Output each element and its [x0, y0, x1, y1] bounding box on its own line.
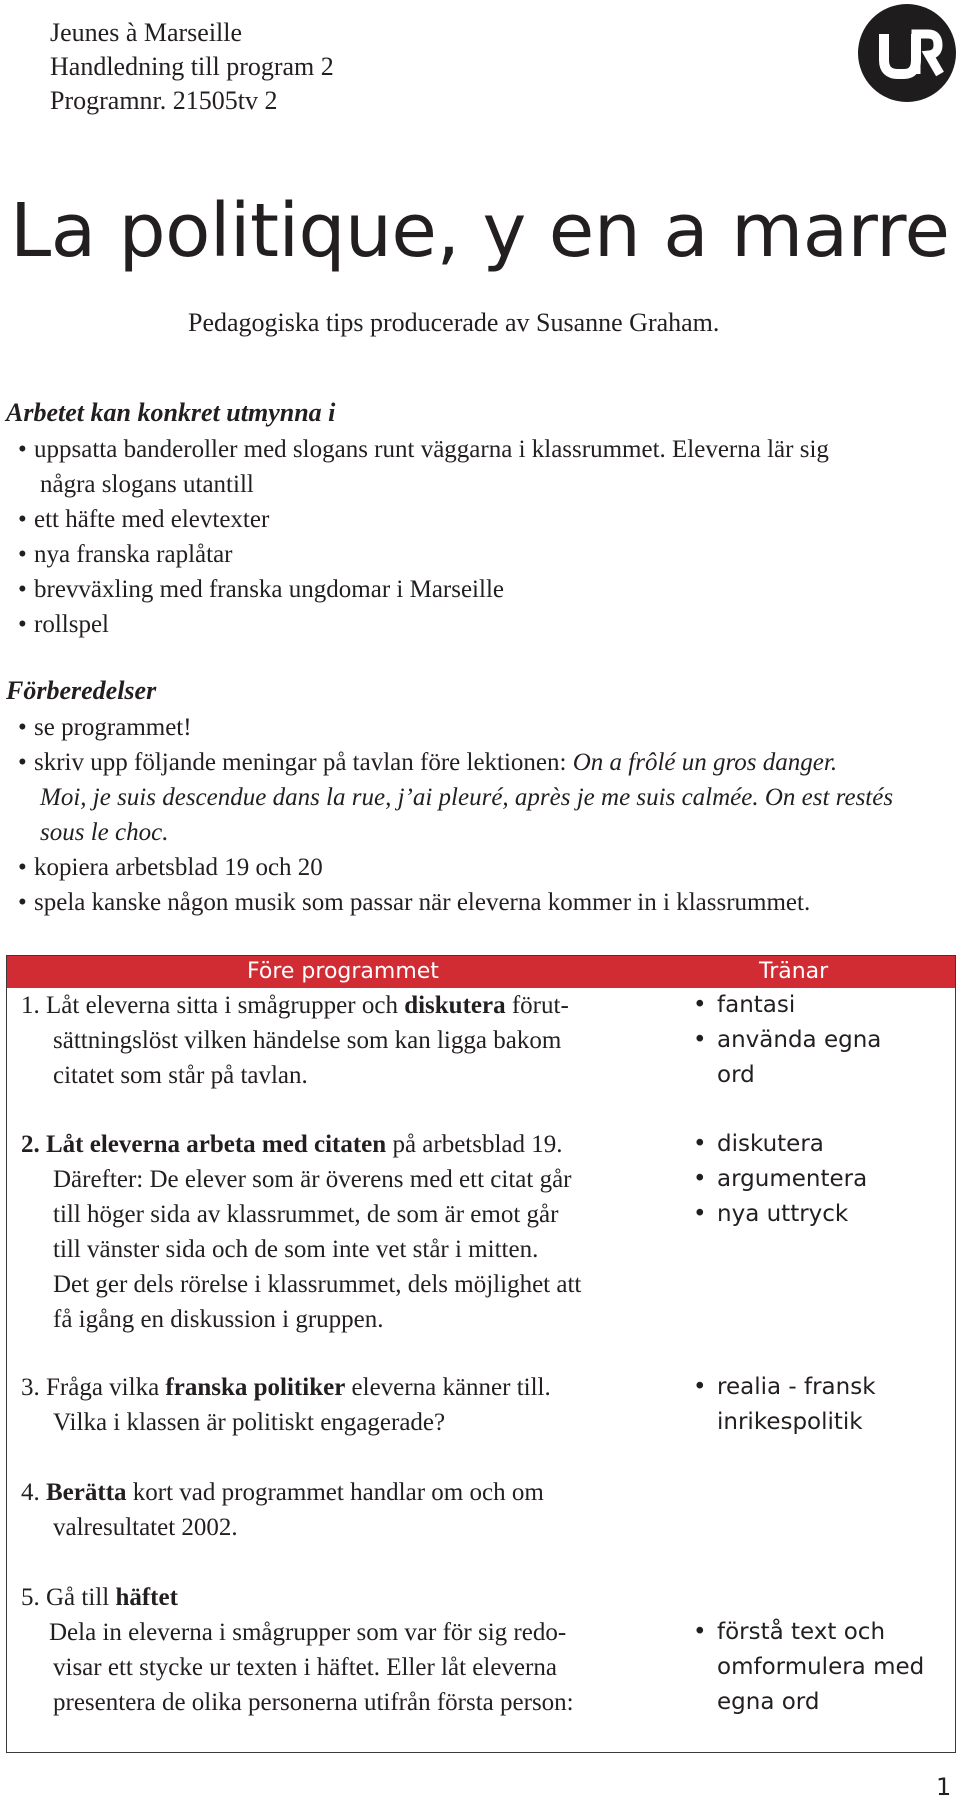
section-heading-outcomes: Arbetet kan konkret utmynna i: [6, 398, 336, 427]
list-item: ord: [717, 1062, 755, 1088]
list-item: • ett häfte med elevtexter: [18, 502, 829, 537]
list-item: • nya uttryck: [693, 1197, 867, 1232]
list-item: • realia - fransk inrikespolitik: [693, 1370, 876, 1440]
list-item: • se programmet!: [18, 710, 893, 745]
list-item: • rollspel: [18, 607, 829, 642]
step-1: 1. Låt eleverna sitta i smågrupper och diskutera förut- sättningslöst vilken händelse som kan ligga bakom citatet som står på tavlan.: [21, 992, 569, 1089]
bullet-icon: •: [18, 436, 27, 463]
page-title: La politique, y en a marre: [10, 188, 950, 274]
list-item: • nya franska raplåtar: [18, 537, 829, 572]
bullet-icon: •: [18, 854, 27, 881]
header-practices: Tränar: [759, 959, 829, 984]
bullet-icon: •: [18, 541, 27, 568]
table-header: [7, 956, 955, 988]
bullet-icon: •: [18, 889, 27, 916]
list-item: • fantasi: [693, 988, 881, 1023]
list-item: • kopiera arbetsblad 19 och 20: [18, 850, 893, 885]
practices-list-1: [693, 988, 881, 1093]
practices-list-2: [693, 1127, 867, 1232]
bullet-icon: •: [18, 611, 27, 638]
step-2: 2. Låt eleverna arbeta med citaten på arbetsblad 19. Därefter: De elever som är överens med ett citat går till höger sida av klassrummet, de som är emot går till vänster sida och de som inte vet står i mitten. Det ger dels rörelse i klassrummet, dels möjlighet att få igång en diskussion i gruppen.: [21, 1131, 582, 1333]
series-title: Jeunes à Marseille: [50, 18, 243, 47]
ur-logo-icon: [858, 4, 956, 102]
section-heading-preparations: Förberedelser: [6, 676, 157, 705]
list-item: • brevväxling med franska ungdomar i Marseille: [18, 572, 829, 607]
practices-list-5: [693, 1615, 924, 1720]
bullet-icon: •: [18, 506, 27, 533]
practices-list-3: [693, 1370, 876, 1440]
document-header: [50, 16, 334, 118]
header-before-program: Före programmet: [247, 959, 439, 984]
bullet-icon: •: [18, 714, 27, 741]
step-3: 3. Fråga vilka franska politiker eleverna känner till. Vilka i klassen är politiskt engagerade?: [21, 1374, 551, 1436]
bullet-icon: •: [18, 749, 27, 776]
ur-logo-mark: [858, 4, 956, 102]
outcomes-list: [18, 432, 829, 642]
list-item: • spela kanske någon musik som passar när eleverna kommer in i klassrummet.: [18, 885, 893, 920]
preparations-list: [18, 710, 893, 920]
subtitle: Pedagogiska tips producerade av Susanne Graham.: [188, 308, 720, 337]
list-item: • diskutera: [693, 1127, 867, 1162]
guide-label: Handledning till program 2: [50, 52, 334, 81]
step-5: 5. Gå till häftet Dela in eleverna i smågrupper som var för sig redo- visar ett stycke ur texten i häftet. Eller låt eleverna presentera de olika personerna utifrån första person:: [21, 1584, 574, 1716]
bullet-icon: •: [18, 576, 27, 603]
program-number: Programnr. 21505tv 2: [50, 86, 278, 115]
page-number: 1: [936, 1773, 952, 1801]
list-item: • argumentera: [693, 1162, 867, 1197]
list-item: • skriv upp följande meningar på tavlan före lektionen: On a frôlé un gros danger. Moi, je suis descendue dans la rue, j’ai pleuré, après je me suis calmée. On est restés sous le choc.: [18, 745, 893, 850]
list-item: • förstå text och omformulera med egna ord: [693, 1615, 924, 1720]
lesson-table: [6, 955, 956, 1753]
list-item: • använda egna: [693, 1023, 881, 1058]
step-4: 4. Berätta kort vad programmet handlar om och om valresultatet 2002.: [21, 1479, 544, 1541]
list-item: • uppsatta banderoller med slogans runt väggarna i klassrummet. Eleverna lär sig några slogans utantill: [18, 432, 829, 502]
